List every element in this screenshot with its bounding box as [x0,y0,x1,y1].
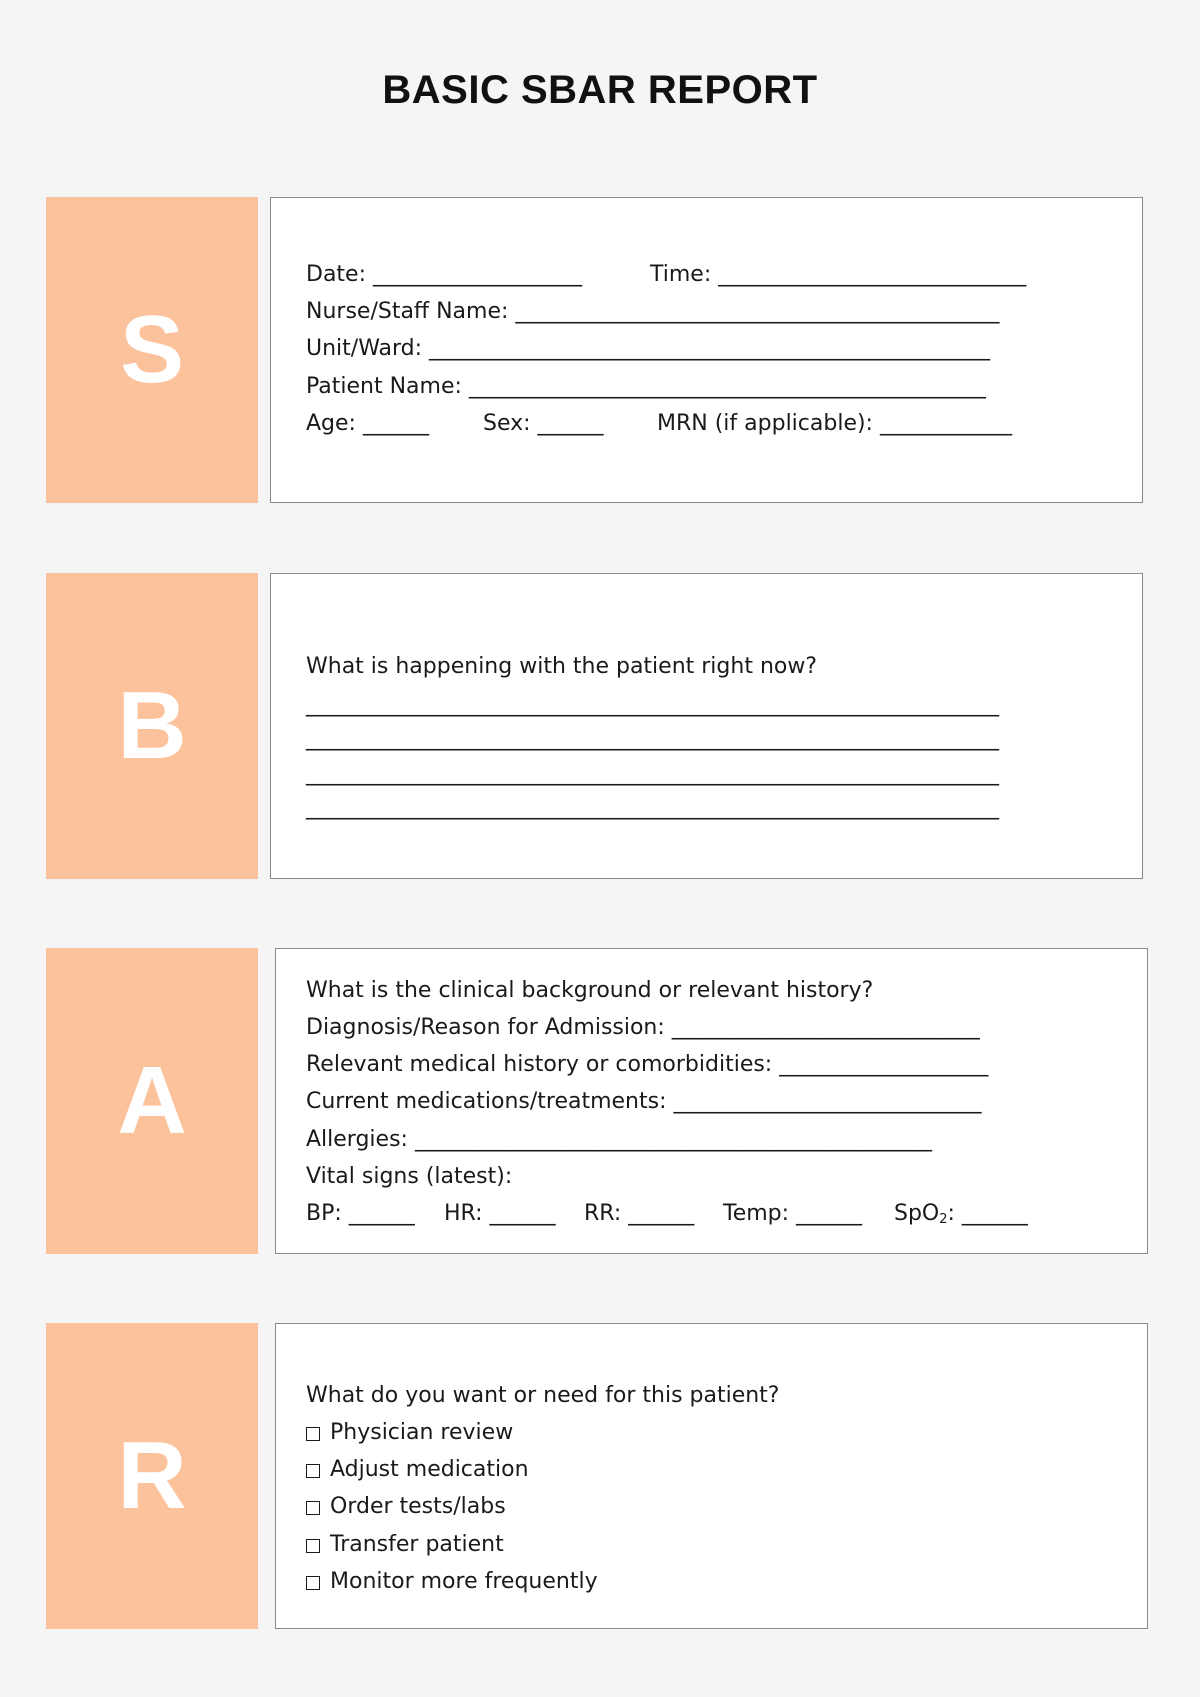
spo2-subscript: 2 [939,1212,948,1227]
date-field[interactable]: Date: ___________________ [306,262,582,287]
situation-question: What is happening with the patient right now? [306,654,818,679]
allergies-field[interactable]: Allergies: _______________________________________________ [306,1127,932,1152]
page-title: BASIC SBAR REPORT [382,68,818,112]
option-label: Physician review [330,1420,514,1445]
situation-line-2[interactable]: _______________________________________________________________ [306,726,999,751]
spo2-field[interactable] [894,1203,1028,1226]
section-b-letter-block [46,573,258,879]
section-b-letter: B [117,672,187,779]
section-r-letter-block [46,1323,258,1629]
situation-line-3[interactable]: _______________________________________________________________ [306,761,999,786]
checkbox-icon[interactable] [306,1539,320,1553]
option-label: Order tests/labs [330,1494,506,1519]
sex-field[interactable]: Sex: ______ [483,411,604,436]
option-label: Transfer patient [330,1532,504,1557]
time-field[interactable]: Time: ____________________________ [650,262,1027,287]
medications-field[interactable]: Current medications/treatments: ____________________________ [306,1089,982,1114]
temp-field[interactable]: Temp: ______ [723,1201,863,1226]
section-r-letter: R [117,1422,187,1529]
section-a-letter-block [46,948,258,1254]
option-transfer-patient[interactable] [306,1534,504,1556]
hr-field[interactable]: HR: ______ [444,1201,556,1226]
section-s-letter: S [119,296,185,403]
checkbox-icon[interactable] [306,1464,320,1478]
option-adjust-medication[interactable] [306,1459,529,1481]
patient-name-field[interactable]: Patient Name: _______________________________________________ [306,374,986,399]
background-question: What is the clinical background or relevant history? [306,978,874,1003]
mrn-field[interactable]: MRN (if applicable): ____________ [657,411,1012,436]
option-monitor-frequently[interactable] [306,1571,598,1593]
spo2-suffix: : ______ [947,1201,1028,1226]
section-s-letter-block [46,197,258,503]
diagnosis-field[interactable]: Diagnosis/Reason for Admission: ____________________________ [306,1015,980,1040]
option-physician-review[interactable] [306,1422,513,1444]
recommendation-question: What do you want or need for this patient? [306,1383,780,1408]
option-label: Adjust medication [330,1457,529,1482]
bp-field[interactable]: BP: ______ [306,1201,415,1226]
option-order-tests[interactable] [306,1496,506,1518]
age-field[interactable]: Age: ______ [306,411,429,436]
medical-history-field[interactable]: Relevant medical history or comorbidities: ___________________ [306,1052,989,1077]
option-label: Monitor more frequently [330,1569,598,1594]
unit-ward-field[interactable]: Unit/Ward: ___________________________________________________ [306,336,991,361]
checkbox-icon[interactable] [306,1427,320,1441]
checkbox-icon[interactable] [306,1501,320,1515]
situation-line-1[interactable]: _______________________________________________________________ [306,692,999,717]
section-a-letter: A [117,1047,187,1154]
vital-signs-label: Vital signs (latest): [306,1164,513,1189]
checkbox-icon[interactable] [306,1576,320,1590]
situation-line-4[interactable]: _______________________________________________________________ [306,795,999,820]
spo2-prefix: SpO [894,1201,940,1226]
rr-field[interactable]: RR: ______ [584,1201,695,1226]
nurse-name-field[interactable]: Nurse/Staff Name: ____________________________________________ [306,299,1000,324]
